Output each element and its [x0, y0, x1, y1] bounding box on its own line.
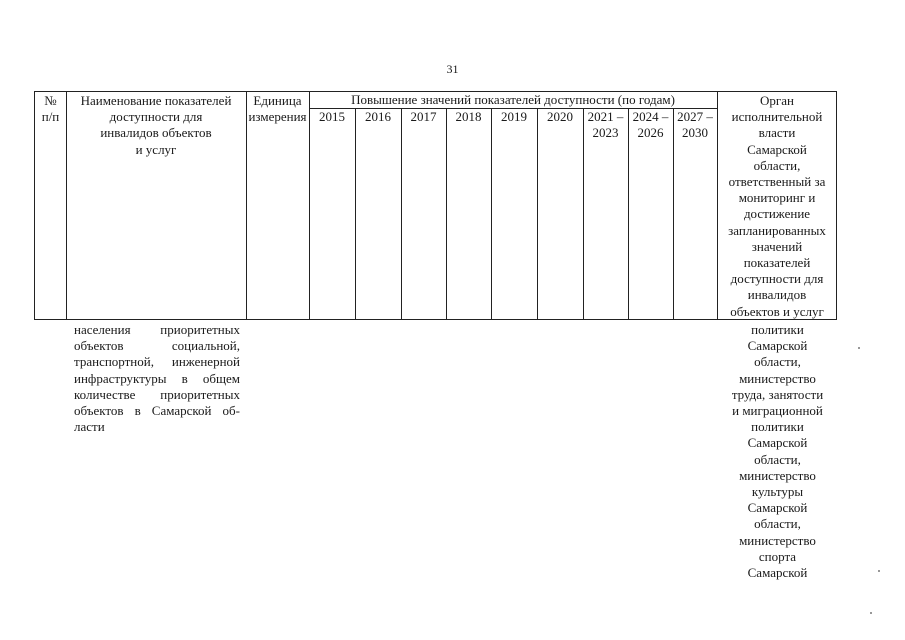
scan-speck	[858, 347, 860, 349]
header-year: 2016	[365, 109, 391, 124]
col-divider	[309, 92, 310, 319]
col-divider	[537, 108, 538, 319]
header-unit: Единица измерения	[248, 93, 307, 125]
col-divider	[491, 108, 492, 319]
indicator-name-text: населения приоритетных объектов социальной, транспортной, инженерной инфраструктуры в общем количестве приоритетных объектов в Самарской об-ласти	[74, 322, 240, 435]
header-year: 2015	[319, 109, 345, 124]
scan-speck	[870, 612, 872, 614]
header-year: 2018	[455, 109, 482, 124]
header-year: 2027 – 2030	[677, 109, 713, 141]
col-divider	[355, 108, 356, 319]
header-indicator-name: Наименование показателей доступности для инвалидов объектов и услуг	[80, 93, 232, 157]
header-increase-by-year: Повышение значений показателей доступности (по годам)	[351, 92, 675, 107]
authority-text: политики Самарской области, министерство труда, занятости и миграционной политики Самарской области, министерство культуры Самарской области, министерство спорта Самарской	[731, 322, 824, 581]
col-divider	[246, 92, 247, 319]
col-divider	[401, 108, 402, 319]
header-year: 2024 – 2026	[632, 109, 669, 141]
header-authority: Орган исполнительной власти Самарской области, ответственный за мониторинг и достижение запланированных значений показателей доступности для инвалидов объектов и услуг	[728, 93, 826, 319]
header-year: 2019	[501, 109, 527, 124]
header-year: 2020	[547, 109, 573, 124]
col-divider	[446, 108, 447, 319]
header-year: 2017	[410, 109, 437, 124]
header-year: 2021 – 2023	[587, 109, 624, 141]
scan-speck	[878, 570, 880, 572]
table-header	[34, 91, 837, 320]
page-number: 31	[446, 62, 459, 76]
header-number: № п/п	[41, 93, 60, 125]
